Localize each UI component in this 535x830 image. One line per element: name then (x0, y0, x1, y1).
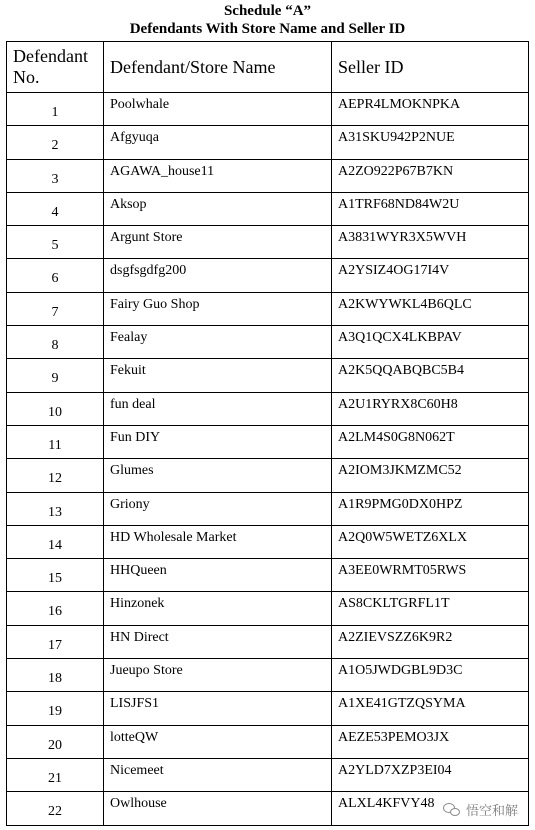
seller-id: A2IOM3JKMZMC52 (332, 459, 529, 492)
store-name: Poolwhale (104, 93, 332, 126)
store-name: Afgyuqa (104, 126, 332, 159)
store-name: Fealay (104, 326, 332, 359)
table-row (7, 392, 529, 425)
table-row (7, 126, 529, 159)
table-row (7, 93, 529, 126)
seller-id: A1R9PMG0DX0HPZ (332, 492, 529, 525)
column-header-no-line1: Defendant (13, 46, 88, 66)
wechat-icon (443, 803, 461, 817)
table-row (7, 492, 529, 525)
table-row (7, 292, 529, 325)
table-row (7, 525, 529, 558)
defendant-number: 5 (7, 226, 104, 259)
seller-id: A31SKU942P2NUE (332, 126, 529, 159)
seller-id: A2YLD7XZP3EI04 (332, 758, 529, 791)
store-name: AGAWA_house11 (104, 159, 332, 192)
column-header-no-line2: No. (13, 67, 40, 87)
defendant-number: 1 (7, 93, 104, 126)
defendant-number: 15 (7, 559, 104, 592)
defendant-number: 7 (7, 292, 104, 325)
store-name: Fairy Guo Shop (104, 292, 332, 325)
defendant-number: 11 (7, 425, 104, 458)
seller-id: AEZE53PEMO3JX (332, 725, 529, 758)
store-name: fun deal (104, 392, 332, 425)
table-row (7, 592, 529, 625)
defendant-number: 16 (7, 592, 104, 625)
watermark (440, 799, 521, 820)
table-row (7, 659, 529, 692)
store-name: Fekuit (104, 359, 332, 392)
store-name: Argunt Store (104, 226, 332, 259)
table-row (7, 692, 529, 725)
defendant-number: 10 (7, 392, 104, 425)
table-row (7, 425, 529, 458)
schedule-title: Schedule “A” (223, 3, 312, 19)
store-name: LISJFS1 (104, 692, 332, 725)
store-name: Griony (104, 492, 332, 525)
schedule-subtitle: Defendants With Store Name and Seller ID (129, 21, 406, 37)
defendant-number: 20 (7, 725, 104, 758)
table-row (7, 192, 529, 225)
defendant-number: 19 (7, 692, 104, 725)
defendant-number: 18 (7, 659, 104, 692)
store-name: Aksop (104, 192, 332, 225)
seller-id: A2U1RYRX8C60H8 (332, 392, 529, 425)
defendant-number: 3 (7, 159, 104, 192)
defendant-number: 4 (7, 192, 104, 225)
table-row (7, 359, 529, 392)
table-row (7, 625, 529, 658)
defendant-number: 17 (7, 625, 104, 658)
table-row (7, 459, 529, 492)
column-header-defendant-no (7, 42, 104, 93)
seller-id: A2YSIZ4OG17I4V (332, 259, 529, 292)
store-name: HN Direct (104, 625, 332, 658)
store-name: HHQueen (104, 559, 332, 592)
seller-id: AEPR4LMOKNPKA (332, 93, 529, 126)
defendant-number: 21 (7, 758, 104, 791)
store-name: HD Wholesale Market (104, 525, 332, 558)
store-name: Fun DIY (104, 425, 332, 458)
defendant-number: 9 (7, 359, 104, 392)
store-name: lotteQW (104, 725, 332, 758)
seller-id: A2ZIEVSZZ6K9R2 (332, 625, 529, 658)
seller-id: A2Q0W5WETZ6XLX (332, 525, 529, 558)
seller-id: A1XE41GTZQSYMA (332, 692, 529, 725)
watermark-text: 悟空和解 (465, 804, 518, 819)
seller-id: ALXL4KFVY48 (332, 792, 529, 825)
defendant-number: 12 (7, 459, 104, 492)
table-header-row (7, 42, 529, 93)
seller-id: A2LM4S0G8N062T (332, 425, 529, 458)
seller-id: A1O5JWDGBL9D3C (332, 659, 529, 692)
store-name: Glumes (104, 459, 332, 492)
column-header-store-name: Defendant/Store Name (104, 42, 332, 93)
table-row (7, 758, 529, 791)
seller-id: A3Q1QCX4LKBPAV (332, 326, 529, 359)
defendant-number: 14 (7, 525, 104, 558)
column-header-seller-id: Seller ID (332, 42, 529, 93)
table-row (7, 725, 529, 758)
seller-id: A2ZO922P67B7KN (332, 159, 529, 192)
seller-id: AS8CKLTGRFL1T (332, 592, 529, 625)
table-row (7, 559, 529, 592)
table-row (7, 259, 529, 292)
store-name: dsgfsgdfg200 (104, 259, 332, 292)
defendant-number: 22 (7, 792, 104, 825)
seller-id: A3EE0WRMT05RWS (332, 559, 529, 592)
seller-id: A3831WYR3X5WVH (332, 226, 529, 259)
seller-id: A2K5QQABQBC5B4 (332, 359, 529, 392)
defendant-number: 2 (7, 126, 104, 159)
table-row (7, 159, 529, 192)
store-name: Jueupo Store (104, 659, 332, 692)
table-row (7, 326, 529, 359)
store-name: Hinzonek (104, 592, 332, 625)
seller-id: A2KWYWKL4B6QLC (332, 292, 529, 325)
defendants-table (6, 41, 529, 826)
defendant-number: 8 (7, 326, 104, 359)
store-name: Owlhouse (104, 792, 332, 825)
seller-id: A1TRF68ND84W2U (332, 192, 529, 225)
store-name: Nicemeet (104, 758, 332, 791)
table-row (7, 226, 529, 259)
defendant-number: 13 (7, 492, 104, 525)
defendant-number: 6 (7, 259, 104, 292)
